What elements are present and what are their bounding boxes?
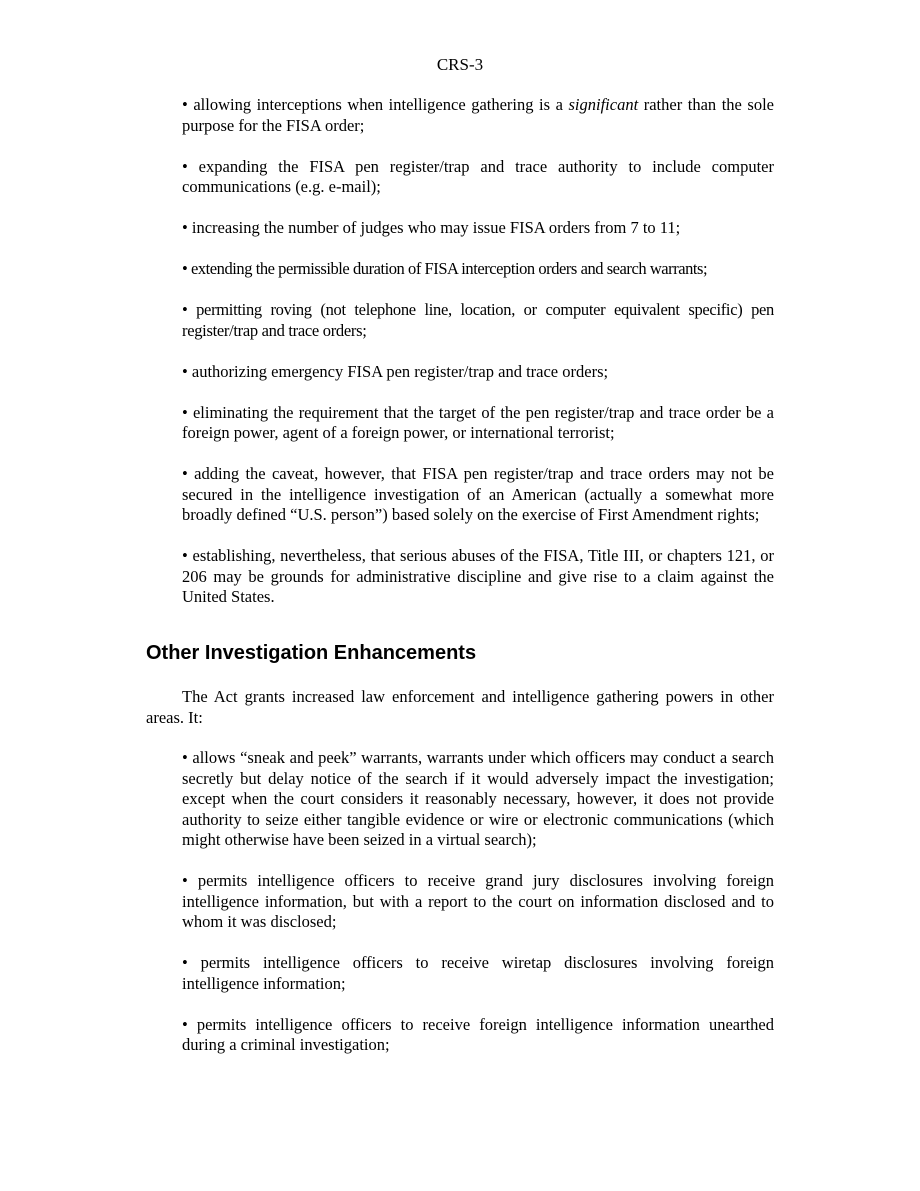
bullet-item-criminal-investigation: • permits intelligence officers to receive foreign intelligence information unearthed during a criminal investigation; bbox=[182, 1014, 774, 1054]
page-number-header: CRS-3 bbox=[436, 55, 484, 74]
section-intro-paragraph: The Act grants increased law enforcement and intelligence gathering powers in other areas. It: bbox=[146, 687, 774, 727]
bullet-item-abuses: • establishing, nevertheless, that serious abuses of the FISA, Title III, or chapters 121, or 206 may be grounds for administrative discipline and give rise to a claim against the United States. bbox=[182, 546, 774, 606]
bullet-item-roving: • permitting roving (not telephone line, location, or computer equivalent specific) pen register/trap and trace orders; bbox=[182, 300, 774, 340]
bullet-text-after: rather than the sole purpose for the FISA order; bbox=[182, 95, 774, 135]
bullet-item-computer-communications: • expanding the FISA pen register/trap and trace authority to include computer communications (e.g. e-mail); bbox=[182, 156, 774, 196]
bullet-item-judges: • increasing the number of judges who may issue FISA orders from 7 to 11; bbox=[182, 218, 681, 237]
section-heading: Other Investigation Enhancements bbox=[146, 642, 477, 664]
bullet-item-grand-jury: • permits intelligence officers to receive grand jury disclosures involving foreign intelligence information, but with a report to the court on information disclosed and to whom it was disclosed; bbox=[182, 871, 774, 931]
bullet-item-target-requirement: • eliminating the requirement that the target of the pen register/trap and trace order be a foreign power, agent of a foreign power, or international terrorist; bbox=[182, 402, 774, 442]
bullet-item-wiretap: • permits intelligence officers to receive wiretap disclosures involving foreign intelligence information; bbox=[182, 953, 774, 993]
bullet-item-sneak-and-peek: • allows “sneak and peek” warrants, warrants under which officers may conduct a search secretly but delay notice of the search if it would adversely impact the investigation; except when the court considers it reasonably necessary, however, it does not provide authority to seize either tangible evidence or wire or electronic communications (which might otherwise have been seized in a virtual search); bbox=[182, 748, 774, 849]
bullet-item-emergency-orders: • authorizing emergency FISA pen register/trap and trace orders; bbox=[182, 361, 609, 381]
other-enhancements-bullet-list bbox=[182, 748, 774, 1076]
bullet-item-significant-purpose bbox=[182, 95, 774, 136]
fisa-bullet-list bbox=[182, 95, 774, 628]
bullet-item-first-amendment-caveat: • adding the caveat, however, that FISA pen register/trap and trace orders may not be secured in the intelligence investigation of an American (actually a somewhat more broadly defined “U.S. person”) based solely on the exercise of First Amendment rights; bbox=[182, 464, 774, 524]
bullet-text-emphasis: significant bbox=[568, 95, 639, 114]
bullet-text-before: • allowing interceptions when intelligence gathering is a bbox=[182, 95, 569, 114]
bullet-item-duration: • extending the permissible duration of FISA interception orders and search warrants; bbox=[182, 259, 708, 278]
